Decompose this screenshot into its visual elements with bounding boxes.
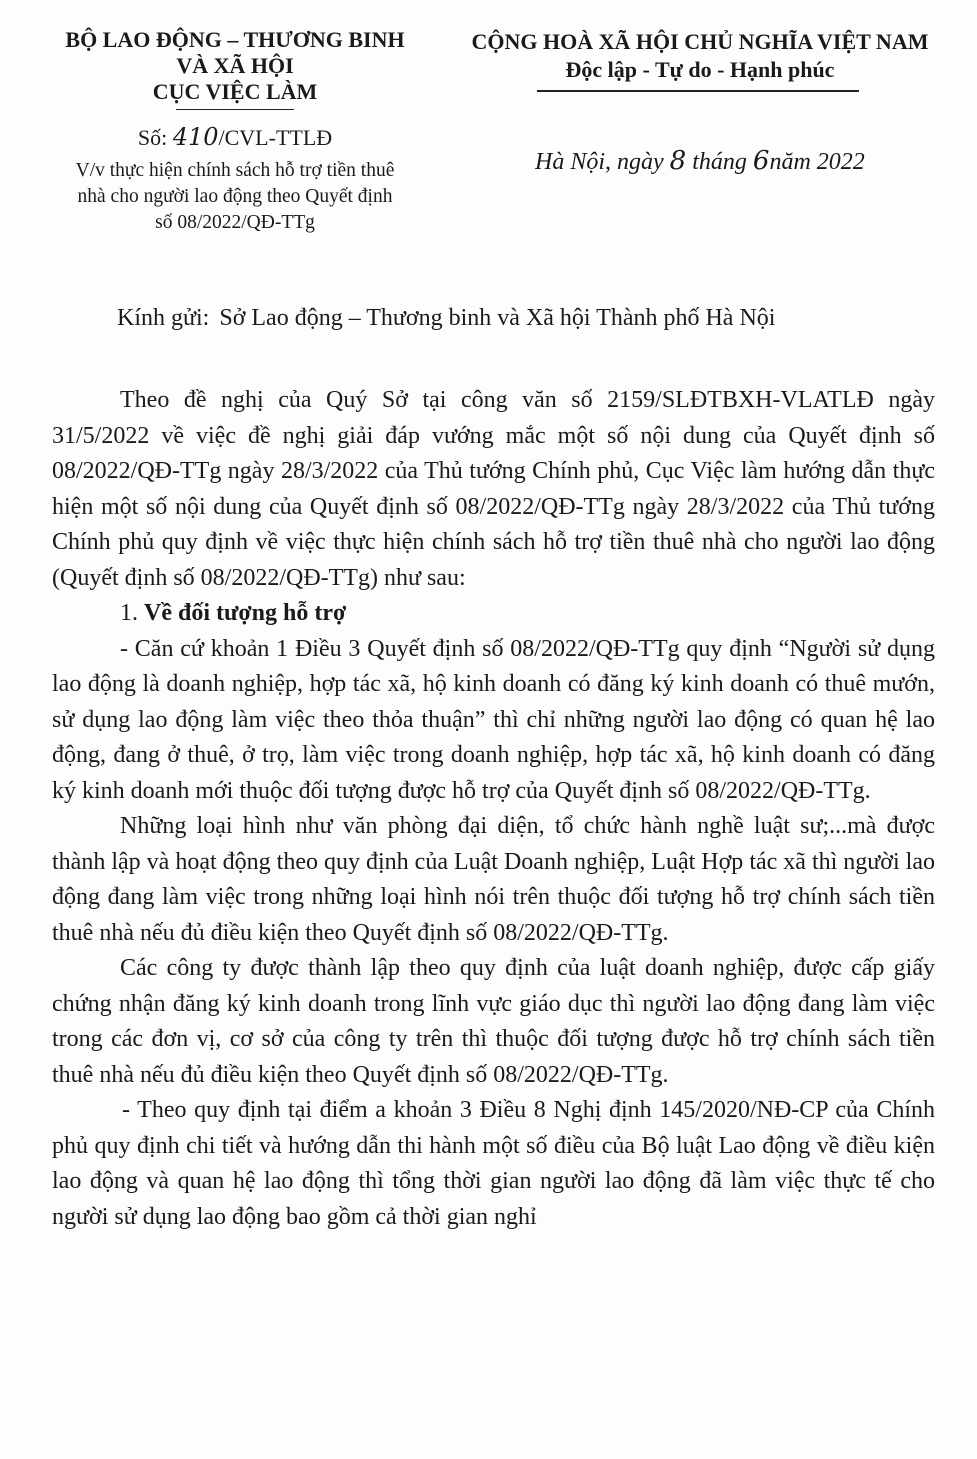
motto-underline [537,90,859,92]
subject-line: số 08/2022/QĐ-TTg [155,212,315,233]
subject-line: V/v thực hiện chính sách hỗ trợ tiền thuê [75,160,395,181]
paragraph-legal-basis: - Căn cứ khoản 1 Điều 3 Quyết định số 08/2022/QĐ-TTg quy định “Người sử dụng lao động là doanh nghiệp, hợp tác xã, hộ kinh doanh có đăng ký kinh doanh có thuê mướn, sử dụng lao động làm việc theo thỏa thuận” thì chỉ những người lao động có quan hệ lao động, đang ở thuê, ở trọ, làm việc trong doanh nghiệp, hợp tác xã, hộ kinh doanh có đăng ký kinh doanh mới thuộc đối tượng được hỗ trợ của Quyết định số 08/2022/QĐ-TTg. [52,635,935,804]
subject-line: nhà cho người lao động theo Quyết định [77,186,393,207]
section-number: 1. [120,600,144,626]
national-motto: Độc lập - Tự do - Hạnh phúc [565,57,835,82]
agency-underline [176,109,294,110]
paragraph-education-companies: Các công ty được thành lập theo quy định của luật doanh nghiệp, được cấp giấy chứng nhận đăng ký kinh doanh trong lĩnh vực giáo dục thì người lao động đang làm việc trong các đơn vị, cơ sở của công ty trên thì thuộc đối tượng được hỗ trợ chính sách tiền thuê nhà nếu đủ điều kiện theo Quyết định số 08/2022/QĐ-TTg. [52,955,935,1088]
document-date [535,146,955,176]
recipient-name: Sở Lao động – Thương binh và Xã hội Thành phố Hà Nội [219,305,776,331]
number-prefix: Số: [137,125,173,150]
national-title: CỘNG HOÀ XÃ HỘI CHỦ NGHĨA VIỆT NAM [471,29,929,54]
date-year: năm 2022 [769,149,865,175]
document-number [40,123,430,151]
recipient-label: Kính gửi: [117,305,210,331]
issuing-agency-line1: BỘ LAO ĐỘNG – THƯƠNG BINH [65,27,405,52]
date-month-label: tháng [686,149,753,175]
paragraph-intro: Theo đề nghị của Quý Sở tại công văn số 2159/SLĐTBXH-VLATLĐ ngày 31/5/2022 về việc đề nghị giải đáp vướng mắc một số nội dung của Quyết định số 08/2022/QĐ-TTg ngày 28/3/2022 của Thủ tướng Chính phủ, Cục Việc làm hướng dẫn thực hiện một số nội dung của Quyết định số 08/2022/QĐ-TTg ngày 28/3/2022 của Thủ tướng Chính phủ quy định về việc thực hiện chính sách hỗ trợ tiền thuê nhà cho người lao động (Quyết định số 08/2022/QĐ-TTg) như sau: [52,387,935,591]
recipient-line [117,305,775,332]
issuing-agency-name: CỤC VIỆC LÀM [152,79,318,104]
number-suffix: /CVL-TTLĐ [218,125,333,150]
paragraph-other-entities: Những loại hình như văn phòng đại diện, tổ chức hành nghề luật sư;...mà được thành lập và hoạt động theo quy định của Luật Doanh nghiệp, Luật Hợp tác xã thì người lao động đang làm việc trong những loại hình nói trên thuộc đối tượng hỗ trợ chính sách tiền thuê nhà nếu đủ điều kiện theo Quyết định số 08/2022/QĐ-TTg. [52,813,935,946]
section-heading [52,596,935,632]
handwritten-day: 8 [669,146,687,176]
section-title: Về đối tượng hỗ trợ [144,600,347,626]
handwritten-month: 6 [752,146,770,176]
issuing-agency-line2: VÀ XÃ HỘI [176,53,294,78]
handwritten-number: 410 [172,123,219,151]
document-body [52,383,935,1235]
paragraph-decree: - Theo quy định tại điểm a khoản 3 Điều 8 Nghị định 145/2020/NĐ-CP của Chính phủ quy định chi tiết và hướng dẫn thi hành một số điều của Bộ luật Lao động về điều kiện lao động và quan hệ lao động thì tổng thời gian người lao động đã làm việc thực tế cho người sử dụng lao động bao gồm cả thời gian nghỉ [52,1097,935,1230]
document-subject [40,158,430,236]
document-header [0,0,977,300]
date-prefix: Hà Nội, ngày [535,149,670,175]
